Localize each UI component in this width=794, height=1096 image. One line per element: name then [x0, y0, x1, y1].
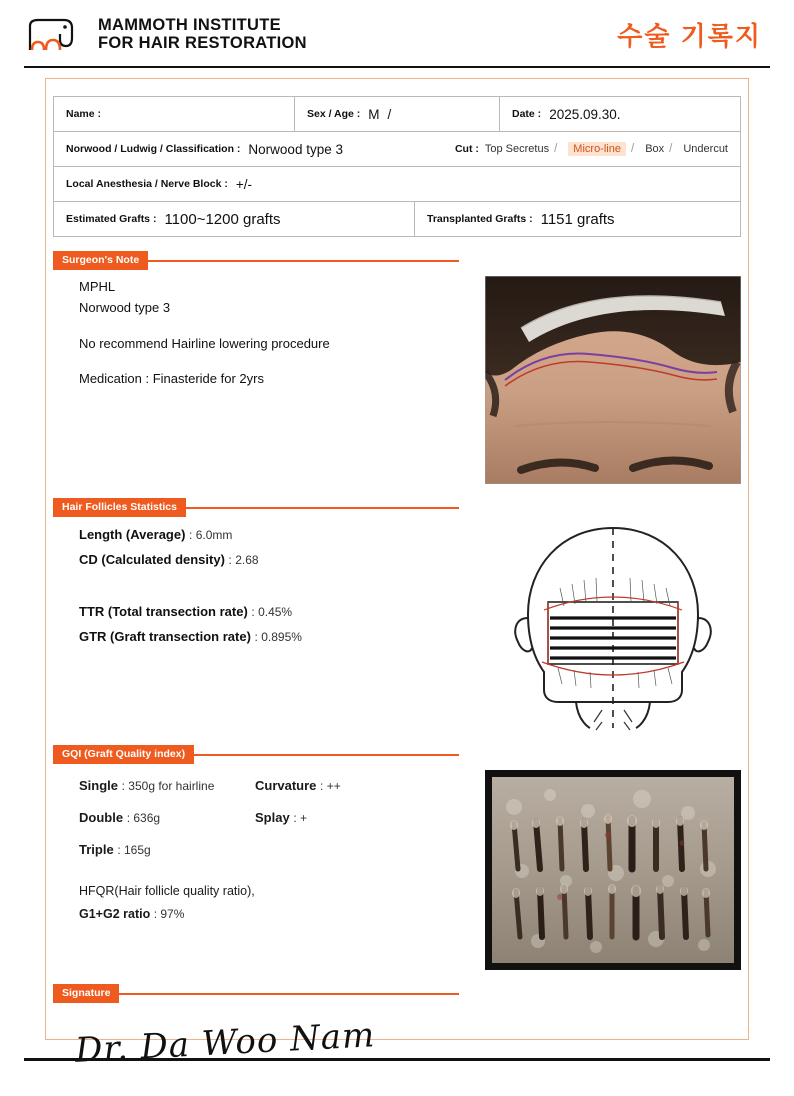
sex-value: M	[368, 106, 380, 122]
brand-logo-block	[24, 12, 307, 56]
graft-tray-photo	[485, 770, 741, 970]
gqi-stats	[53, 770, 459, 970]
cd-value: : 2.68	[228, 552, 259, 567]
date-value: 2025.09.30.	[549, 106, 621, 122]
gqi-columns	[79, 770, 459, 866]
table-row	[54, 202, 740, 237]
transplanted-grafts-value: 1151 grafts	[540, 210, 615, 228]
gtr-value: : 0.895%	[254, 630, 302, 645]
surgeon-note-text	[53, 276, 459, 484]
curvature-label: Curvature	[255, 778, 317, 793]
anesthesia-cell	[54, 167, 740, 201]
age-separator: /	[387, 106, 392, 122]
follicles-tag-wrap	[53, 498, 459, 517]
ttr-label: TTR (Total transection rate)	[79, 604, 248, 620]
signature-header	[53, 984, 741, 1003]
triple-value: : 165g	[117, 842, 151, 857]
double-value: : 636g	[126, 810, 161, 825]
curvature-row	[255, 770, 459, 802]
graft-tray-graphic	[492, 777, 734, 963]
follicles-tag: Hair Follicles Statistics	[53, 498, 186, 517]
ttr-row	[79, 600, 459, 625]
gqi-body	[53, 770, 741, 970]
gqi-column-right	[255, 770, 459, 866]
cut-group	[455, 142, 728, 156]
triple-row	[79, 834, 245, 866]
cut-option-undercut: Undercut	[683, 143, 728, 155]
surgeon-note-body	[53, 276, 741, 484]
cut-option-micro-line: Micro-line	[568, 142, 626, 156]
table-row	[54, 132, 740, 167]
header-divider	[24, 66, 770, 68]
single-label: Single	[79, 778, 119, 793]
signature-area	[53, 1009, 741, 1093]
cd-label: CD (Calculated density)	[79, 551, 225, 567]
hairline-design-photo	[485, 276, 741, 484]
name-label: Name :	[66, 108, 102, 120]
anesthesia-value: +/-	[235, 176, 252, 192]
classification-cell	[54, 132, 740, 166]
gqi-column-left	[79, 770, 245, 866]
date-cell	[499, 97, 740, 131]
cut-option-box: Box	[645, 143, 665, 155]
name-cell	[54, 97, 294, 131]
document-body	[53, 96, 741, 1093]
transplanted-grafts-label: Transplanted Grafts :	[427, 213, 533, 225]
brand-line-2: FOR HAIR RESTORATION	[98, 34, 307, 52]
cut-option-top-secretus: Top Secretus	[484, 143, 550, 155]
cut-separator: /	[554, 143, 558, 155]
section-rule	[148, 260, 459, 262]
gqi-header	[53, 745, 741, 764]
spacer	[79, 572, 459, 586]
double-row	[79, 802, 245, 834]
triple-label: Triple	[79, 841, 114, 857]
splay-label: Splay	[255, 809, 290, 825]
date-label: Date :	[512, 108, 542, 120]
donor-diagram-wrap	[459, 523, 741, 731]
cd-row	[79, 548, 459, 573]
splay-row	[255, 802, 459, 834]
section-rule	[119, 993, 459, 995]
graft-photo-wrap	[459, 770, 741, 970]
hfqr-block	[79, 880, 459, 928]
surgeon-note-tag-wrap	[53, 251, 459, 270]
signature-tag: Signature	[53, 984, 119, 1003]
cut-separator: /	[669, 143, 673, 155]
note-line-4: Medication : Finasteride for 2yrs	[79, 371, 264, 387]
note-line-1: MPHL	[79, 279, 116, 294]
cut-label: Cut :	[454, 143, 479, 155]
spacer	[79, 319, 459, 333]
gtr-label: GTR (Graft transection rate)	[79, 629, 251, 645]
gtr-row	[79, 625, 459, 650]
brand-line-1: MAMMOTH INSTITUTE	[98, 15, 281, 34]
brand-text	[98, 16, 307, 53]
anesthesia-label: Local Anesthesia / Nerve Block :	[66, 178, 228, 190]
single-row	[79, 770, 245, 802]
classification-value: Norwood type 3	[248, 141, 343, 157]
donor-area-diagram	[485, 523, 741, 731]
section-rule	[194, 754, 459, 756]
follicles-header	[53, 498, 741, 517]
estimated-grafts-value: 1100~1200 grafts	[164, 210, 281, 228]
hfqr-ratio-label: G1+G2 ratio	[79, 907, 151, 922]
hfqr-line-2	[79, 903, 459, 927]
cut-separator: /	[630, 143, 635, 155]
estimated-grafts-cell	[54, 202, 414, 236]
graft-tray-photo-inner	[492, 777, 734, 963]
table-row	[54, 97, 740, 132]
gqi-tag-wrap	[53, 745, 459, 764]
estimated-grafts-label: Estimated Grafts :	[66, 213, 157, 225]
footer-divider	[24, 1058, 770, 1061]
classification-label: Norwood / Ludwig / Classification :	[66, 143, 241, 155]
table-row	[54, 167, 740, 202]
follicles-body	[53, 523, 741, 731]
hfqr-line-1: HFQR(Hair follicle quality ratio),	[79, 883, 255, 898]
hairline-photo-graphic	[485, 276, 741, 484]
sex-age-label: Sex / Age :	[307, 108, 361, 120]
document-title: 수술 기록지	[617, 20, 762, 51]
length-value: : 6.0mm	[189, 528, 233, 542]
signature-tag-wrap	[53, 984, 459, 1003]
ttr-value: : 0.45%	[251, 605, 293, 620]
signature-name: Dr. Da Woo Nam	[74, 1015, 377, 1071]
curvature-value: : ++	[320, 779, 341, 793]
length-label: Length (Average)	[79, 527, 186, 542]
mammoth-logo-icon	[24, 12, 88, 56]
hfqr-ratio-value: : 97%	[153, 907, 185, 922]
surgeon-note-header	[53, 251, 741, 270]
sex-age-cell	[294, 97, 499, 131]
double-label: Double	[79, 809, 124, 825]
length-row	[79, 523, 459, 548]
gqi-tag: GQI (Graft Quality index)	[53, 745, 194, 764]
patient-info-table	[53, 96, 741, 237]
single-value: : 350g for hairline	[121, 779, 215, 793]
page-header	[0, 0, 794, 68]
splay-value: : +	[293, 810, 307, 825]
transplanted-grafts-cell	[414, 202, 740, 236]
hairline-photo-wrap	[459, 276, 741, 484]
note-line-2: Norwood type 3	[79, 300, 171, 316]
note-line-3: No recommend Hairline lowering procedure	[79, 335, 330, 351]
scalp-donor-diagram-icon	[498, 522, 728, 732]
surgeon-note-tag: Surgeon's Note	[53, 251, 148, 270]
section-rule	[186, 507, 459, 509]
follicles-stats	[53, 523, 459, 731]
spacer	[79, 586, 459, 600]
spacer	[79, 354, 459, 368]
